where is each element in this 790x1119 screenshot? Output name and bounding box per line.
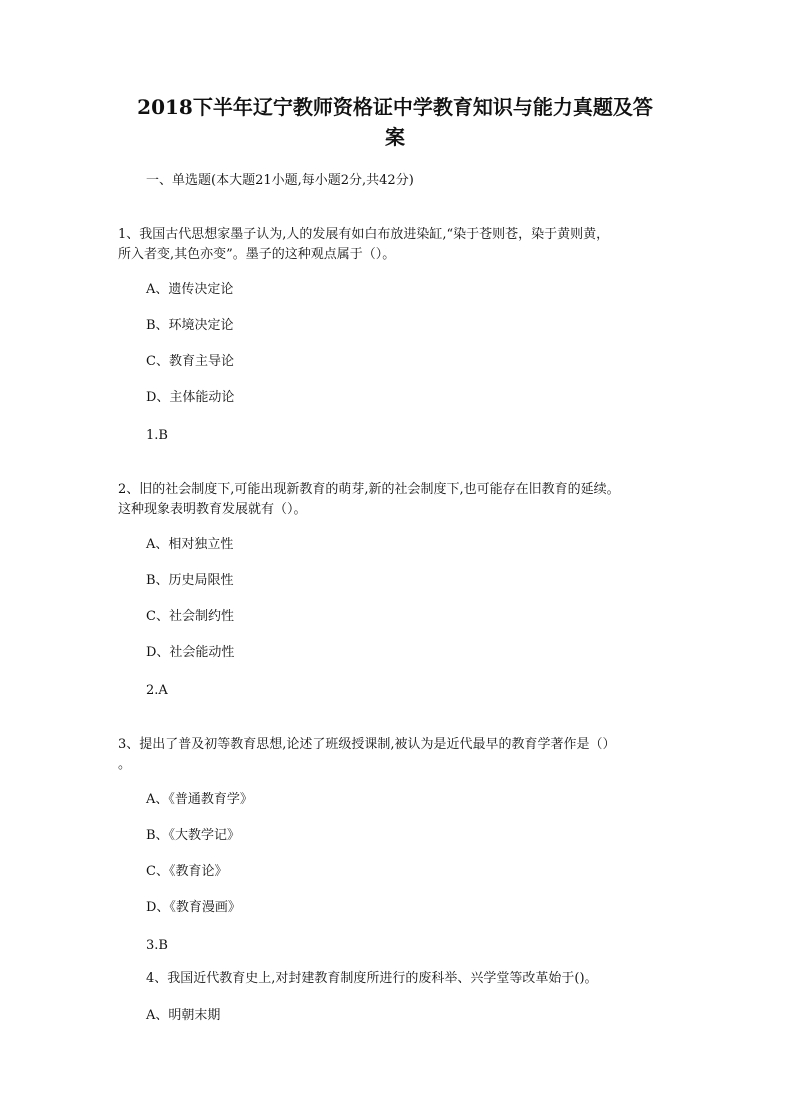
question-3-stem-line-1: 3、提出了普及初等教育思想,论述了班级授课制,被认为是近代最早的教育学著作是（）: [118, 737, 616, 752]
question-1-option-a: A、遗传决定论: [146, 282, 234, 297]
question-2-option-b: B、历史局限性: [146, 573, 234, 588]
question-1-stem-line-2: 所入者变,其色亦变”。墨子的这种观点属于（）。: [118, 247, 396, 262]
question-1-answer: 1.B: [146, 428, 168, 443]
question-1-stem-line-1: 1、我国古代思想家墨子认为,人的发展有如白布放进染缸,“染于苍则苍，染于黄则黄，: [118, 227, 610, 242]
document-title-line-1: 2018下半年辽宁教师资格证中学教育知识与能力真题及答: [137, 95, 653, 119]
question-2-answer: 2.A: [146, 683, 168, 698]
question-1-option-b: B、环境决定论: [146, 318, 234, 333]
question-2-option-c: C、社会制约性: [146, 609, 234, 624]
section-heading: 一、单选题(本大题21小题,每小题2分,共42分): [146, 173, 414, 188]
question-3-option-d: D、《教育漫画》: [146, 900, 241, 915]
question-3-option-c: C、《教育论》: [146, 864, 228, 879]
document-title-line-2: 案: [385, 125, 405, 149]
question-1-option-d: D、主体能动论: [146, 390, 235, 405]
question-2-stem-line-1: 2、旧的社会制度下,可能出现新教育的萌芽,新的社会制度下,也可能存在旧教育的延续。: [118, 482, 620, 497]
question-1-option-c: C、教育主导论: [146, 354, 234, 369]
question-4-stem-line-1: 4、我国近代教育史上,对封建教育制度所进行的废科举、兴学堂等改革始于()。: [146, 971, 598, 986]
question-3-option-a: A、《普通教育学》: [146, 792, 253, 807]
question-3-answer: 3.B: [146, 938, 168, 953]
question-2-option-d: D、社会能动性: [146, 645, 235, 660]
question-2-option-a: A、相对独立性: [146, 537, 234, 552]
question-3-option-b: B、《大教学记》: [146, 828, 241, 843]
question-2-stem-line-2: 这种现象表明教育发展就有（）。: [118, 502, 307, 517]
question-3-stem-line-2: 。: [118, 757, 132, 772]
question-4-option-a: A、明朝末期: [146, 1008, 221, 1023]
